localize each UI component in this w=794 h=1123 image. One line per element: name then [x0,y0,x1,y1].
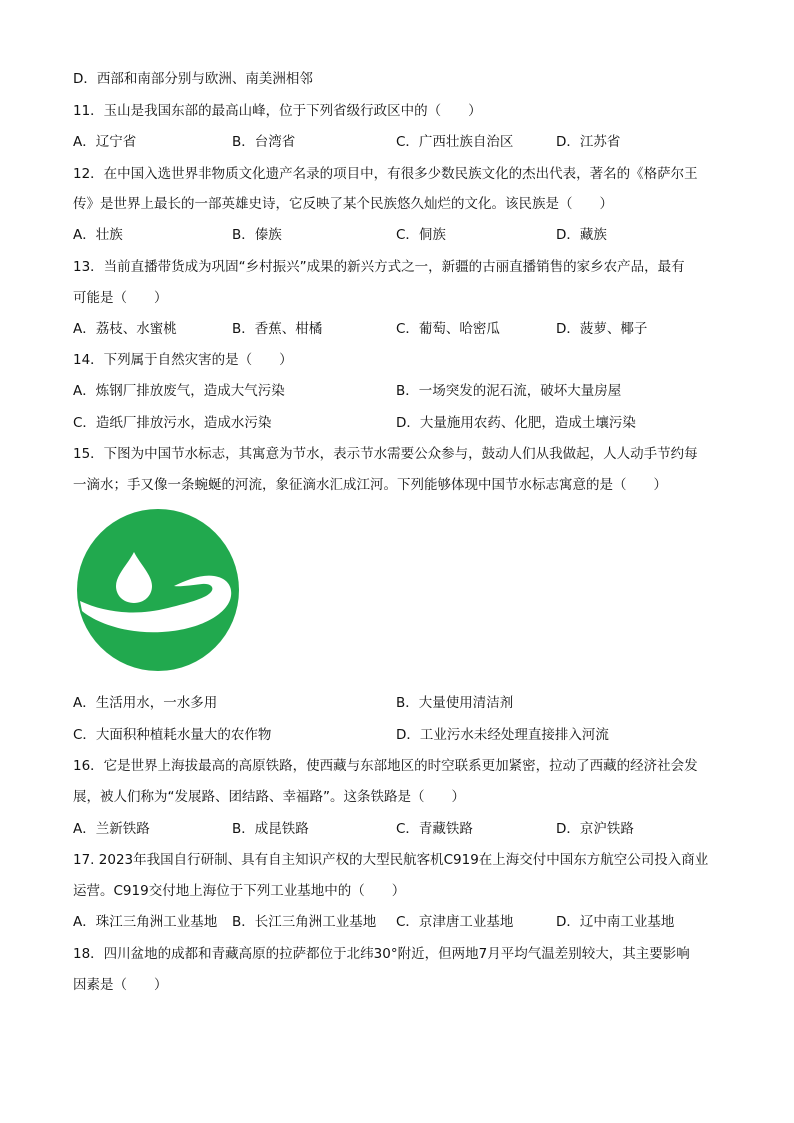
question-15-stem-line1: 15．下图为中国节水标志，其寓意为节水，表示节水需要公众参与，鼓动人们从我做起，人人动手节约每 [73,446,698,462]
option-13-d[interactable]: D．菠萝、椰子 [556,321,648,337]
option-13-b[interactable]: B．香蕉、柑橘 [232,321,323,337]
option-11-b[interactable]: B．台湾省 [232,134,296,150]
question-16-stem-line1: 16．它是世界上海拔最高的高原铁路，使西藏与东部地区的时空联系更加紧密，拉动了西藏的经济社会发 [73,758,698,774]
option-17-a[interactable]: A．珠江三角洲工业基地 [73,914,218,930]
option-10-d: D．西部和南部分别与欧洲、南美洲相邻 [73,71,313,87]
option-16-b[interactable]: B．成昆铁路 [232,821,309,837]
option-11-a[interactable]: A．辽宁省 [73,134,137,150]
question-11-stem: 11．玉山是我国东部的最高山峰，位于下列省级行政区中的（ ） [73,103,482,119]
option-14-c[interactable]: C．造纸厂排放污水，造成水污染 [73,415,272,431]
option-14-d[interactable]: D．大量施用农药、化肥，造成土壤污染 [396,415,636,431]
option-16-d[interactable]: D．京沪铁路 [556,821,634,837]
question-18-stem-line1: 18．四川盆地的成都和青藏高原的拉萨都位于北纬30°附近，但两地7月平均气温差别较大，其主要影响 [73,946,690,962]
option-17-b[interactable]: B．长江三角洲工业基地 [232,914,377,930]
option-11-d[interactable]: D．江苏省 [556,134,621,150]
question-18-stem-line2: 因素是（ ） [73,977,168,993]
option-16-c[interactable]: C．青藏铁路 [396,821,473,837]
option-13-c[interactable]: C．葡萄、哈密瓜 [396,321,500,337]
question-13-stem-line1: 13．当前直播带货成为巩固“乡村振兴”成果的新兴方式之一，新疆的古丽直播销售的家乡农产品，最有 [73,259,685,275]
water-saving-logo-icon [76,508,240,672]
option-15-b[interactable]: B．大量使用清洁剂 [396,695,514,711]
option-12-b[interactable]: B．傣族 [232,227,282,243]
option-11-c[interactable]: C．广西壮族自治区 [396,134,514,150]
option-12-c[interactable]: C．侗族 [396,227,446,243]
option-14-a[interactable]: A．炼钢厂排放废气，造成大气污染 [73,383,285,399]
question-17-stem-line1: 17. 2023年我国自行研制、具有自主知识产权的大型民航客机C919在上海交付中国东方航空公司投入商业 [73,852,709,868]
question-14-stem: 14．下列属于自然灾害的是（ ） [73,352,293,368]
question-12-stem-line1: 12．在中国入选世界非物质文化遗产名录的项目中，有很多少数民族文化的杰出代表，著名的《格萨尔王 [73,166,698,182]
question-16-stem-line2: 展，被人们称为“发展路、团结路、幸福路”。这条铁路是（ ） [73,789,465,805]
question-13-stem-line2: 可能是（ ） [73,290,168,306]
question-15-stem-line2: 一滴水；手又像一条蜿蜒的河流，象征滴水汇成江河。下列能够体现中国节水标志寓意的是（ ） [73,477,667,493]
option-15-c[interactable]: C．大面积种植耗水量大的农作物 [73,727,272,743]
option-15-a[interactable]: A．生活用水，一水多用 [73,695,218,711]
option-17-c[interactable]: C．京津唐工业基地 [396,914,514,930]
option-17-d[interactable]: D．辽中南工业基地 [556,914,675,930]
option-13-a[interactable]: A．荔枝、水蜜桃 [73,321,177,337]
option-15-d[interactable]: D．工业污水未经处理直接排入河流 [396,727,609,743]
question-12-stem-line2: 传》是世界上最长的一部英雄史诗，它反映了某个民族悠久灿烂的文化。该民族是（ ） [73,196,613,212]
option-12-d[interactable]: D．藏族 [556,227,607,243]
option-12-a[interactable]: A．壮族 [73,227,123,243]
option-16-a[interactable]: A．兰新铁路 [73,821,150,837]
option-14-b[interactable]: B．一场突发的泥石流，破坏大量房屋 [396,383,622,399]
question-17-stem-line2: 运营。C919交付地上海位于下列工业基地中的（ ） [73,883,406,899]
